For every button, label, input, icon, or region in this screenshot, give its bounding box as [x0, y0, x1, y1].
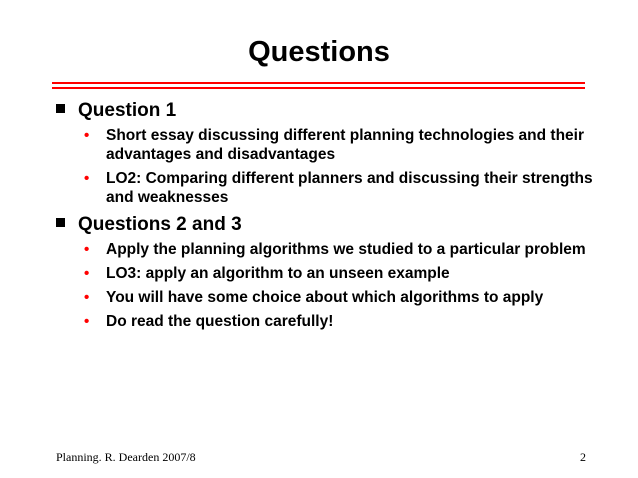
square-bullet-icon	[56, 104, 65, 113]
list-item-text: Do read the question carefully!	[106, 313, 334, 330]
dot-bullet-icon: •	[84, 265, 90, 282]
slide-title: Questions	[248, 36, 390, 68]
list-item-text: LO3: apply an algorithm to an unseen example	[106, 265, 450, 282]
list-item-text: LO2: Comparing different planners and discussing their strengths and weaknesses	[106, 170, 593, 206]
list-item	[56, 312, 616, 331]
list-item-text: Short essay discussing different planning technologies and their advantages and disadvantages	[106, 127, 584, 163]
square-bullet-icon	[56, 218, 65, 227]
title-rule-bottom	[52, 87, 585, 89]
dot-bullet-icon: •	[84, 313, 90, 330]
list-item-text: You will have some choice about which algorithms to apply	[106, 289, 544, 306]
slide-content	[56, 98, 616, 336]
section-heading	[56, 98, 616, 124]
dot-bullet-icon: •	[84, 289, 90, 306]
dot-bullet-icon: •	[84, 127, 90, 144]
dot-bullet-icon: •	[84, 241, 90, 258]
list-item	[56, 169, 616, 207]
list-item-text: Apply the planning algorithms we studied to a particular problem	[106, 241, 586, 258]
list-item	[56, 288, 616, 307]
footer-credit: Planning. R. Dearden 2007/8	[56, 450, 196, 464]
section-heading-text: Question 1	[78, 100, 177, 121]
section-heading	[56, 212, 616, 238]
dot-bullet-icon: •	[84, 170, 90, 187]
section-items	[56, 126, 616, 207]
section-heading-text: Questions 2 and 3	[78, 214, 242, 235]
title-rule-top	[52, 82, 585, 84]
page-number: 2	[580, 450, 586, 464]
section-items	[56, 240, 616, 331]
list-item	[56, 240, 616, 259]
list-item	[56, 126, 616, 164]
list-item	[56, 264, 616, 283]
